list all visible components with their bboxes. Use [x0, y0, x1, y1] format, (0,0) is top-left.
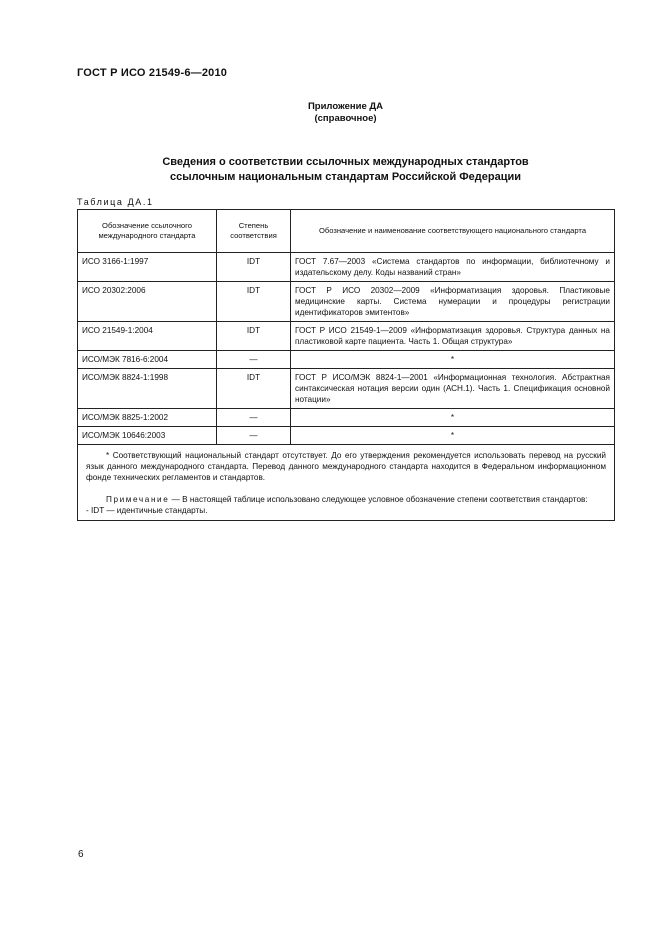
cell-national: *	[291, 409, 615, 427]
cell-national: ГОСТ Р ИСО/МЭК 8824-1—2001 «Информационная технология. Абстрактная синтаксическая нотация версии один (АСН.1). Часть 1. Спецификация основной нотации»	[291, 369, 615, 409]
cell-ref: ИСО/МЭК 8824-1:1998	[78, 369, 217, 409]
cell-ref: ИСО 20302:2006	[78, 282, 217, 322]
header-national-standard: Обозначение и наименование соответствующего национального стандарта	[291, 210, 615, 253]
cell-degree: —	[217, 409, 291, 427]
page-number: 6	[78, 849, 84, 860]
note-label: Примечание	[106, 495, 170, 504]
section-title-line-1: Сведения о соответствии ссылочных международных стандартов	[162, 156, 529, 168]
note	[86, 494, 606, 505]
cell-national: ГОСТ Р ИСО 21549-1—2009 «Информатизация здоровья. Структура данных на пластиковой карте пациента. Часть 1. Общая структура»	[291, 322, 615, 351]
document-code: ГОСТ Р ИСО 21549-6—2010	[77, 67, 228, 79]
note-item: - IDT — идентичные стандарты.	[86, 506, 208, 515]
table-notes	[78, 445, 615, 521]
cell-degree: —	[217, 351, 291, 369]
table-row	[78, 282, 615, 322]
header-degree: Степень соответствия	[217, 210, 291, 253]
section-title-line-2: ссылочным национальным стандартам Российской Федерации	[169, 171, 522, 183]
table-row	[78, 253, 615, 282]
annex-subtitle: (справочное)	[314, 113, 377, 124]
table-row	[78, 369, 615, 409]
cell-ref: ИСО/МЭК 7816-6:2004	[78, 351, 217, 369]
note-text: — В настоящей таблице использовано следующее условное обозначение степени соответствия стандартов:	[169, 495, 588, 504]
cell-ref: ИСО/МЭК 10646:2003	[78, 427, 217, 445]
header-international-standard: Обозначение ссылочного международного стандарта	[78, 210, 217, 253]
cell-degree: IDT	[217, 369, 291, 409]
cell-national: *	[291, 427, 615, 445]
cell-national: *	[291, 351, 615, 369]
table-row	[78, 322, 615, 351]
cell-ref: ИСО 21549-1:2004	[78, 322, 217, 351]
cell-ref: ИСО 3166-1:1997	[78, 253, 217, 282]
table-row	[78, 427, 615, 445]
cell-national: ГОСТ 7.67—2003 «Система стандартов по информации, библиотечному и издательскому делу. Коды названий стран»	[291, 253, 615, 282]
cell-degree: IDT	[217, 322, 291, 351]
table-row	[78, 351, 615, 369]
cell-degree: IDT	[217, 253, 291, 282]
annex-heading	[0, 101, 661, 125]
table-header-row	[78, 210, 615, 253]
annex-title: Приложение ДА	[307, 101, 384, 112]
cell-ref: ИСО/МЭК 8825-1:2002	[78, 409, 217, 427]
table-notes-row	[78, 445, 615, 521]
section-title	[0, 155, 661, 185]
cell-degree: IDT	[217, 282, 291, 322]
table-row	[78, 409, 615, 427]
cell-national: ГОСТ Р ИСО 20302—2009 «Информатизация здоровья. Пластиковые медицинские карты. Система нумерации и процедуры регистрации идентификаторов эмитентов»	[291, 282, 615, 322]
footnote: * Соответствующий национальный стандарт отсутствует. До его утверждения рекомендуется использовать перевод на русский язык данного международного стандарта. Перевод данного международного стандарта находится в Федеральном информационном фонде технических регламентов и стандартов.	[86, 451, 606, 482]
cell-degree: —	[217, 427, 291, 445]
correspondence-table	[77, 209, 615, 521]
table-caption: Таблица ДА.1	[77, 197, 154, 207]
